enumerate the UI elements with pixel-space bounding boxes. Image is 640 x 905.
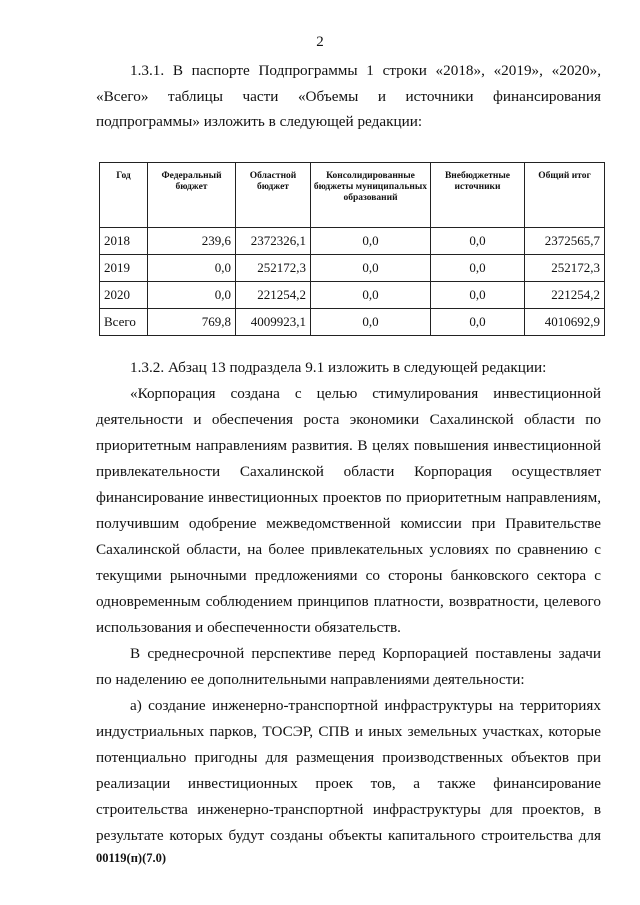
- cell-extra: 0,0: [431, 282, 525, 309]
- table-row: [100, 255, 605, 282]
- financing-table: [99, 162, 605, 336]
- cell-year: 2020: [100, 282, 148, 309]
- cell-total: 4010692,9: [525, 309, 605, 336]
- cell-year: 2019: [100, 255, 148, 282]
- header-extra-budgetary: Внебюджетные источники: [431, 163, 525, 228]
- cell-regional: 4009923,1: [236, 309, 311, 336]
- cell-extra: 0,0: [431, 309, 525, 336]
- cell-municipal: 0,0: [311, 309, 431, 336]
- cell-regional: 221254,2: [236, 282, 311, 309]
- quote-line-10: использования и обеспеченности обязательств.: [96, 619, 401, 636]
- header-regional-budget: Областной бюджет: [236, 163, 311, 228]
- item-a-line-4: реализации инвестиционных проек тов, а также финансирование: [96, 775, 601, 792]
- para2-line-2: по наделению ее дополнительными направлениями деятельности:: [96, 671, 525, 688]
- item-a-line-2: индустриальных парков, ТОСЭР, СПВ и иных земельных участках, которые: [96, 723, 601, 740]
- cell-regional: 2372326,1: [236, 228, 311, 255]
- cell-total: 252172,3: [525, 255, 605, 282]
- item-a-line-6: результате которых будут созданы объекты капитального строительства для: [96, 827, 601, 844]
- para2-line-1: В среднесрочной перспективе перед Корпорацией поставлены задачи: [130, 645, 601, 662]
- cell-federal: 0,0: [148, 255, 236, 282]
- table-row-total: [100, 309, 605, 336]
- cell-extra: 0,0: [431, 255, 525, 282]
- header-municipal-budgets: Консолидированные бюджеты муниципальных образований: [311, 163, 431, 228]
- footer-code: 00119(п)(7.0): [96, 851, 167, 865]
- table-row: [100, 228, 605, 255]
- cell-total: 2372565,7: [525, 228, 605, 255]
- quote-line-9: одновременным соблюдением принципов платности, возвратности, целевого: [96, 593, 601, 610]
- quote-line-2: деятельности и обеспечения роста экономики Сахалинской области по: [96, 411, 601, 428]
- cell-extra: 0,0: [431, 228, 525, 255]
- quote-line-1: «Корпорация создана с целью стимулирования инвестиционной: [130, 385, 601, 402]
- header-federal-budget: Федеральный бюджет: [148, 163, 236, 228]
- item-a-line-1: а) создание инженерно-транспортной инфраструктуры на территориях: [130, 697, 601, 714]
- quote-line-4: привлекательности Сахалинской области Корпорация осуществляет: [96, 463, 601, 480]
- page-number: 2: [316, 34, 324, 50]
- quote-line-6: получившим одобрение межведомственной комиссии при Правительстве: [96, 515, 601, 532]
- quote-line-3: приоритетным направлениям развития. В целях повышения инвестиционной: [96, 437, 601, 454]
- quote-line-5: финансирование инвестиционных проектов по приоритетным направлениям,: [96, 489, 601, 506]
- cell-regional: 252172,3: [236, 255, 311, 282]
- section-heading: 1.3.2. Абзац 13 подраздела 9.1 изложить в следующей редакции:: [130, 359, 547, 376]
- cell-federal: 239,6: [148, 228, 236, 255]
- cell-federal: 769,8: [148, 309, 236, 336]
- quote-line-8: текущими рыночными предложениями со стороны банковского сектора с: [96, 567, 601, 584]
- cell-municipal: 0,0: [311, 282, 431, 309]
- intro-line-2: «Всего» таблицы части «Объемы и источники финансирования: [96, 88, 601, 105]
- intro-line-1: 1.3.1. В паспорте Подпрограммы 1 строки «2018», «2019», «2020»,: [130, 62, 601, 79]
- item-a-line-3: потенциально пригодны для размещения производственных объектов при: [96, 749, 601, 766]
- cell-municipal: 0,0: [311, 255, 431, 282]
- intro-line-3: подпрограммы» изложить в следующей редакции:: [96, 113, 423, 130]
- cell-federal: 0,0: [148, 282, 236, 309]
- quote-line-7: Сахалинской области, на более привлекательных условиях по сравнению с: [96, 541, 601, 558]
- item-a-line-5: строительства инженерно-транспортной инфраструктуры для проектов, в: [96, 801, 601, 818]
- table-header-row: [100, 163, 605, 228]
- cell-municipal: 0,0: [311, 228, 431, 255]
- table-row: [100, 282, 605, 309]
- cell-year: Всего: [100, 309, 148, 336]
- cell-total: 221254,2: [525, 282, 605, 309]
- header-year: Год: [100, 163, 148, 228]
- header-total: Общий итог: [525, 163, 605, 228]
- cell-year: 2018: [100, 228, 148, 255]
